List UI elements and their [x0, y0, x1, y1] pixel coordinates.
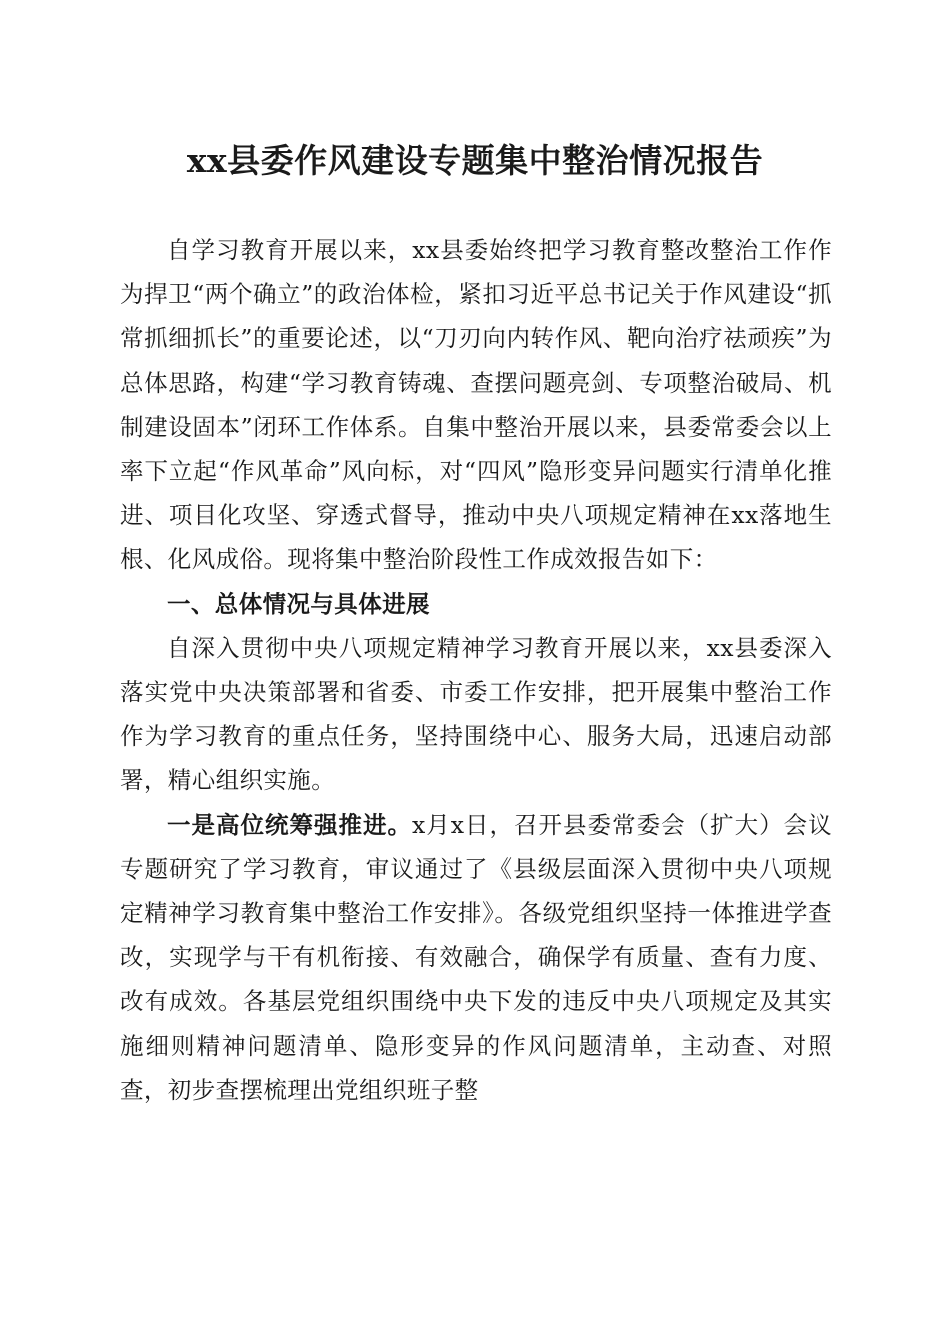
section-paragraph: 自深入贯彻中央八项规定精神学习教育开展以来，xx县委深入落实党中央决策部署和省委、市委工作安排，把开展集中整治工作作为学习教育的重点任务，坚持围绕中心、服务大局，迅速启动部署，精心组织实施。 — [120, 633, 832, 795]
point-paragraph — [120, 803, 832, 1112]
document-body — [120, 228, 832, 1112]
intro-paragraph: 自学习教育开展以来，xx县委始终把学习教育整改整治工作作为捍卫“两个确立”的政治体检，紧扣习近平总书记关于作风建设“抓常抓细抓长”的重要论述，以“刀刃向内转作风、靶向治疗祛顽疾”为总体思路，构建“学习教育铸魂、查摆问题亮剑、专项整治破局、机制建设固本”闭环工作体系。自集中整治开展以来，县委常委会以上率下立起“作风革命”风向标，对“四风”隐形变异问题实行清单化推进、项目化攻坚、穿透式督导，推动中央八项规定精神在xx落地生根、化风成俗。现将集中整治阶段性工作成效报告如下： — [120, 236, 832, 574]
point-lead: 一是高位统筹强推进。 — [167, 810, 413, 839]
document-title: xx县委作风建设专题集中整治情况报告 — [186, 141, 764, 180]
point-text: x月x日，召开县委常委会（扩大）会议专题研究了学习教育，审议通过了《县级层面深入贯彻中央八项规定精神学习教育集中整治工作安排》。各级党组织坚持一体推进学查改，实现学与干有机衔接、有效融合，确保学有质量、查有力度、改有成效。各基层党组织围绕中央下发的违反中央八项规定及其实施细则精神问题清单、隐形变异的作风问题清单，主动查、对照查，初步查摆梳理出党组织班子整 — [120, 810, 832, 1104]
section-heading: 一、总体情况与具体进展 — [167, 589, 430, 618]
